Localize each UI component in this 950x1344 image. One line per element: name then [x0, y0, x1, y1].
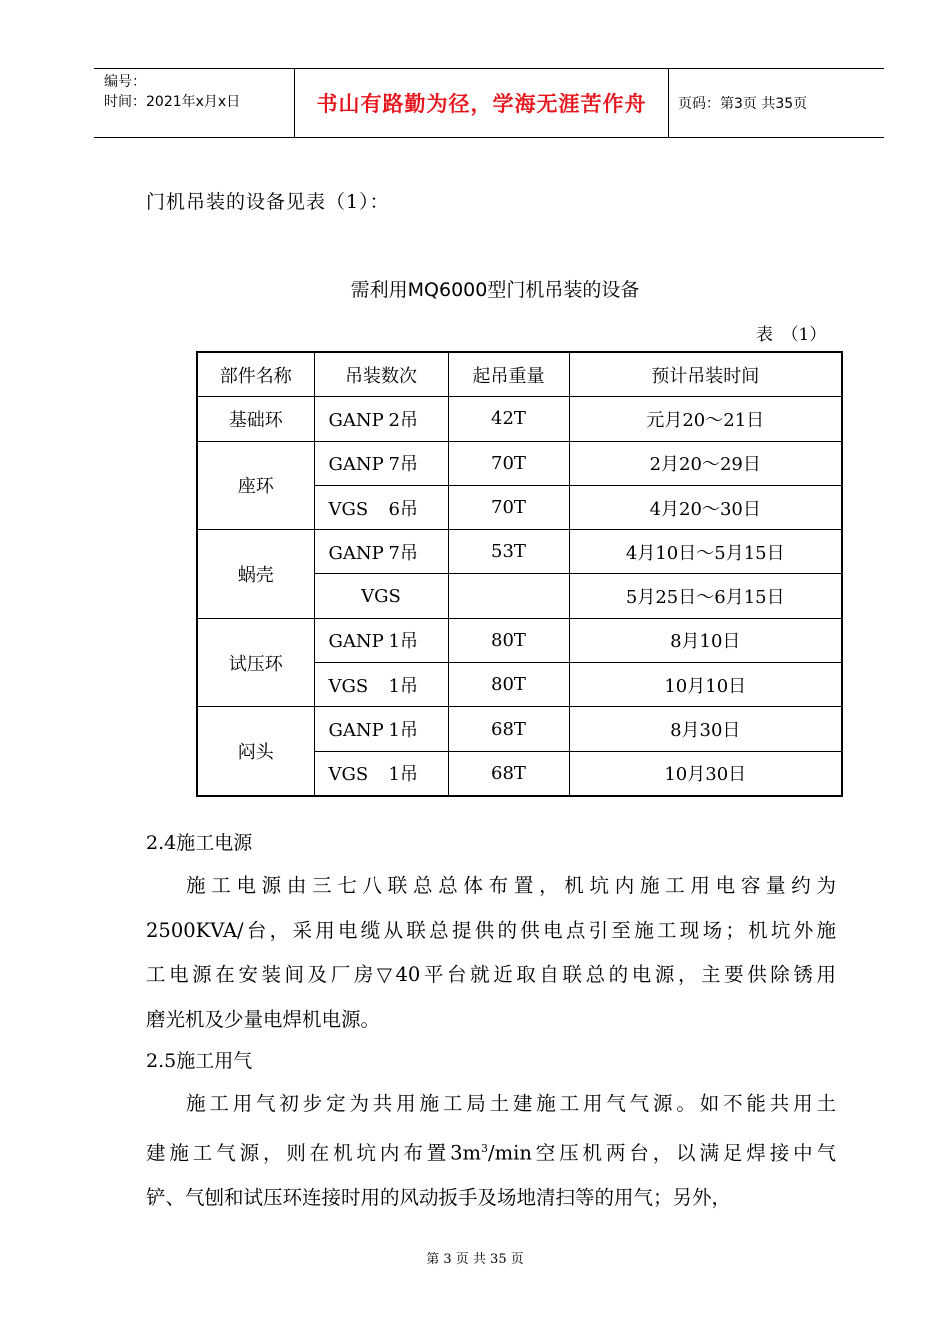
weight-cell: 70T	[448, 485, 569, 529]
header-cell: 部件名称	[197, 352, 314, 397]
header-cell: 吊装数次	[314, 352, 448, 397]
count: 1吊	[388, 675, 418, 697]
weight-cell: 42T	[448, 397, 569, 441]
weight-cell: 53T	[448, 530, 569, 574]
table-label: 表 （1）	[756, 325, 827, 345]
header-cell: 起吊重量	[448, 352, 569, 397]
section-heading-power: 2.4施工电源	[146, 832, 253, 854]
method-cell	[314, 441, 448, 485]
part-name-cell: 蜗壳	[197, 530, 314, 619]
code-label: 编号：	[104, 74, 146, 90]
header-motto: 书山有路勤为径，学海无涯苦作舟	[316, 92, 647, 116]
method: VGS	[328, 498, 369, 520]
superscript: 3	[481, 1141, 489, 1155]
method-cell	[314, 707, 448, 751]
header-divider	[668, 69, 669, 137]
paragraph-line: 施工用气初步定为共用施工局土建施工用气气源。如不能共用土	[186, 1092, 836, 1115]
time-cell: 2月20～29日	[569, 441, 842, 485]
method: GANP	[328, 631, 384, 653]
time-cell: 10月10日	[569, 663, 842, 707]
time-cell: 元月20～21日	[569, 397, 842, 441]
table-row	[197, 530, 842, 574]
count: 1吊	[388, 631, 418, 653]
table-row	[197, 397, 842, 441]
method: GANP	[328, 542, 384, 564]
table-row	[197, 618, 842, 662]
section-heading-air: 2.5施工用气	[146, 1050, 253, 1072]
time-cell: 4月10日～5月15日	[569, 530, 842, 574]
header-page-number: 页码：第3页 共35页	[678, 96, 808, 112]
time-cell: 8月30日	[569, 707, 842, 751]
paragraph-line: 施工电源由三七八联总总体布置，机坑内施工用电容量约为	[186, 874, 836, 897]
time-cell: 4月20～30日	[569, 485, 842, 529]
header-cell: 预计吊装时间	[569, 352, 842, 397]
method-cell: VGS	[314, 574, 448, 618]
method: GANP	[328, 409, 384, 431]
intro-text: 门机吊装的设备见表（1）：	[146, 191, 390, 213]
paragraph-line: 铲、气刨和试压环连接时用的风动扳手及场地清扫等的用气；另外，	[146, 1185, 732, 1209]
page-footer: 第 3 页 共 35 页	[426, 1252, 524, 1267]
weight-cell: 68T	[448, 751, 569, 796]
text-fragment: /min空压机两台，以满足焊接中气	[488, 1141, 836, 1164]
method-cell	[314, 485, 448, 529]
time-cell: 8月10日	[569, 618, 842, 662]
method-cell	[314, 397, 448, 441]
method: VGS	[328, 764, 369, 786]
table-header-row	[197, 352, 842, 397]
paragraph-air	[146, 1082, 836, 1220]
paragraph-line: 工电源在安装间及厂房▽40平台就近取自联总的电源，主要供除锈用	[146, 963, 836, 986]
paragraph-line: 磨光机及少量电焊机电源。	[146, 1007, 381, 1031]
equipment-table	[196, 351, 843, 797]
weight-cell	[448, 574, 569, 618]
time-cell: 10月30日	[569, 751, 842, 796]
header-meta	[104, 72, 240, 112]
method-cell	[314, 530, 448, 574]
paragraph-line	[146, 1127, 836, 1176]
part-name-cell: 试压环	[197, 618, 314, 707]
text-fragment: 建施工气源，则在机坑内布置3m	[146, 1141, 482, 1164]
method-cell	[314, 663, 448, 707]
table-row	[197, 441, 842, 485]
paragraph-line: 2500KVA/台，采用电缆从联总提供的供电点引至施工现场；机坑外施	[146, 918, 836, 942]
count: 1吊	[388, 720, 418, 742]
table-title: 需利用MQ6000型门机吊装的设备	[350, 279, 640, 301]
count: 7吊	[388, 454, 418, 476]
count: 2吊	[388, 409, 418, 431]
method: GANP	[328, 454, 384, 476]
page-header	[94, 68, 884, 138]
method-cell	[314, 751, 448, 796]
table-row	[197, 707, 842, 751]
weight-cell: 80T	[448, 618, 569, 662]
method-cell	[314, 618, 448, 662]
method: GANP	[328, 720, 384, 742]
count: 7吊	[388, 542, 418, 564]
part-name-cell: 座环	[197, 441, 314, 530]
weight-cell: 70T	[448, 441, 569, 485]
count: 6吊	[388, 498, 418, 520]
paragraph-power	[146, 864, 836, 1042]
time-label: 时间：2021年x月x日	[104, 94, 241, 110]
part-name-cell: 闷头	[197, 707, 314, 796]
weight-cell: 68T	[448, 707, 569, 751]
part-name-cell: 基础环	[197, 397, 314, 441]
time-cell: 5月25日～6月15日	[569, 574, 842, 618]
weight-cell: 80T	[448, 663, 569, 707]
method: VGS	[328, 675, 369, 697]
count: 1吊	[388, 764, 418, 786]
